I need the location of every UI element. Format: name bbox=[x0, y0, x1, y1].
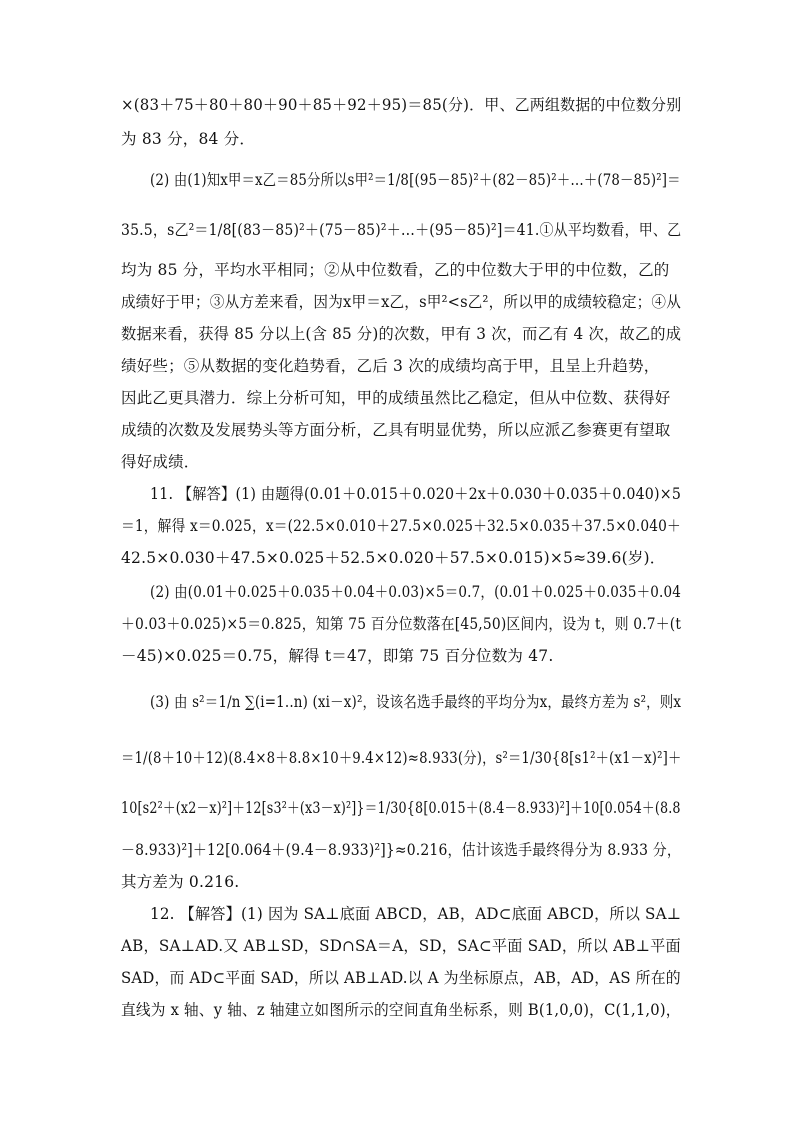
text-line: 直线为 x 轴、y 轴、z 轴建立如图所示的空间直角坐标系，则 B(1,0,0)，C(1,1,0)， bbox=[121, 1001, 681, 1019]
text-line: (2) 由(0.01＋0.025＋0.035＋0.04＋0.03)×5＝0.7，(0.01＋0.025＋0.035＋0.04 bbox=[150, 583, 681, 601]
text-line: 成绩的次数及发展势头等方面分析，乙具有明显优势，所以应派乙参赛更有望取 bbox=[121, 421, 671, 439]
text-line: ×(83＋75＋80＋80＋90＋85＋92＋95)＝85(分)．甲、乙两组数据的中位数分别 bbox=[121, 96, 682, 114]
text-line: 成绩好于甲；③从方差来看，因为x甲＝x乙，s甲²<s乙²，所以甲的成绩较稳定；④从 bbox=[121, 293, 682, 311]
text-line: 42.5×0.030＋47.5×0.025＋52.5×0.020＋57.5×0.015)×5≈39.6(岁)． bbox=[121, 549, 666, 567]
text-line: 绩好些；⑤从数据的变化趋势看，乙后 3 次的成绩均高于甲，且呈上升趋势， bbox=[121, 357, 660, 375]
text-line: 12. 【解答】(1) 因为 SA⊥底面 ABCD，AB，AD⊂底面 ABCD，所以 SA⊥ bbox=[150, 905, 682, 923]
text-line: －45)×0.025＝0.75，解得 t＝47，即第 75 百分位数为 47. bbox=[121, 647, 554, 665]
text-line: 其方差为 0.216. bbox=[121, 873, 240, 891]
text-line: ＝1/(8＋10＋12)(8.4×8＋8.8×10＋9.4×12)≈8.933(分)，s²＝1/30{8[s1²＋(x1－x)²]＋ bbox=[121, 749, 682, 767]
text-line: 得好成绩． bbox=[121, 453, 200, 471]
text-line: 均为 85 分，平均水平相同；②从中位数看，乙的中位数大于甲的中位数，乙的 bbox=[121, 261, 670, 279]
text-line: ＝1，解得 x＝0.025，x＝(22.5×0.010＋27.5×0.025＋32.5×0.035＋37.5×0.040＋ bbox=[121, 517, 681, 535]
text-line: AB，SA⊥AD.又 AB⊥SD，SD∩SA＝A，SD，SA⊂平面 SAD，所以 AB⊥平面 bbox=[121, 937, 681, 955]
text-line: 11. 【解答】(1) 由题得(0.01＋0.015＋0.020＋2x＋0.030＋0.035＋0.040)×5 bbox=[150, 485, 682, 503]
text-line: 因此乙更具潜力．综上分析可知，甲的成绩虽然比乙稳定，但从中位数、获得好 bbox=[121, 389, 671, 407]
text-line: ＋0.03＋0.025)×5＝0.825，知第 75 百分位数落在[45,50)区间内，设为 t，则 0.7＋(t bbox=[121, 615, 682, 633]
text-line: (3) 由 s²＝1/n ∑(i=1..n) (xi－x)²，设该名选手最终的平均分为x，最终方差为 s²，则x bbox=[150, 693, 682, 711]
text-line: 35.5，s乙²＝1/8[(83－85)²＋(75－85)²＋…＋(95－85)²]＝41.①从平均数看，甲、乙 bbox=[121, 221, 682, 239]
text-line: SAD，而 AD⊂平面 SAD，所以 AB⊥AD.以 A 为坐标原点，AB，AD，AS 所在的 bbox=[121, 969, 681, 987]
text-line: 10[s2²＋(x2－x)²]＋12[s3²＋(x3－x)²]}＝1/30{8[0.015＋(8.4－8.933)²]＋10[0.054＋(8.8 bbox=[121, 799, 681, 817]
text-line: (2) 由(1)知x甲＝x乙＝85分所以s甲²＝1/8[(95－85)²＋(82－85)²＋…＋(78－85)²]＝ bbox=[150, 171, 681, 189]
text-line: 为 83 分，84 分． bbox=[121, 130, 256, 148]
text-line: －8.933)²]＋12[0.064＋(9.4－8.933)²]}≈0.216，估计该选手最终得分为 8.933 分， bbox=[121, 841, 681, 859]
text-line: 数据来看，获得 85 分以上(含 85 分)的次数，甲有 3 次，而乙有 4 次，故乙的成 bbox=[121, 325, 682, 343]
